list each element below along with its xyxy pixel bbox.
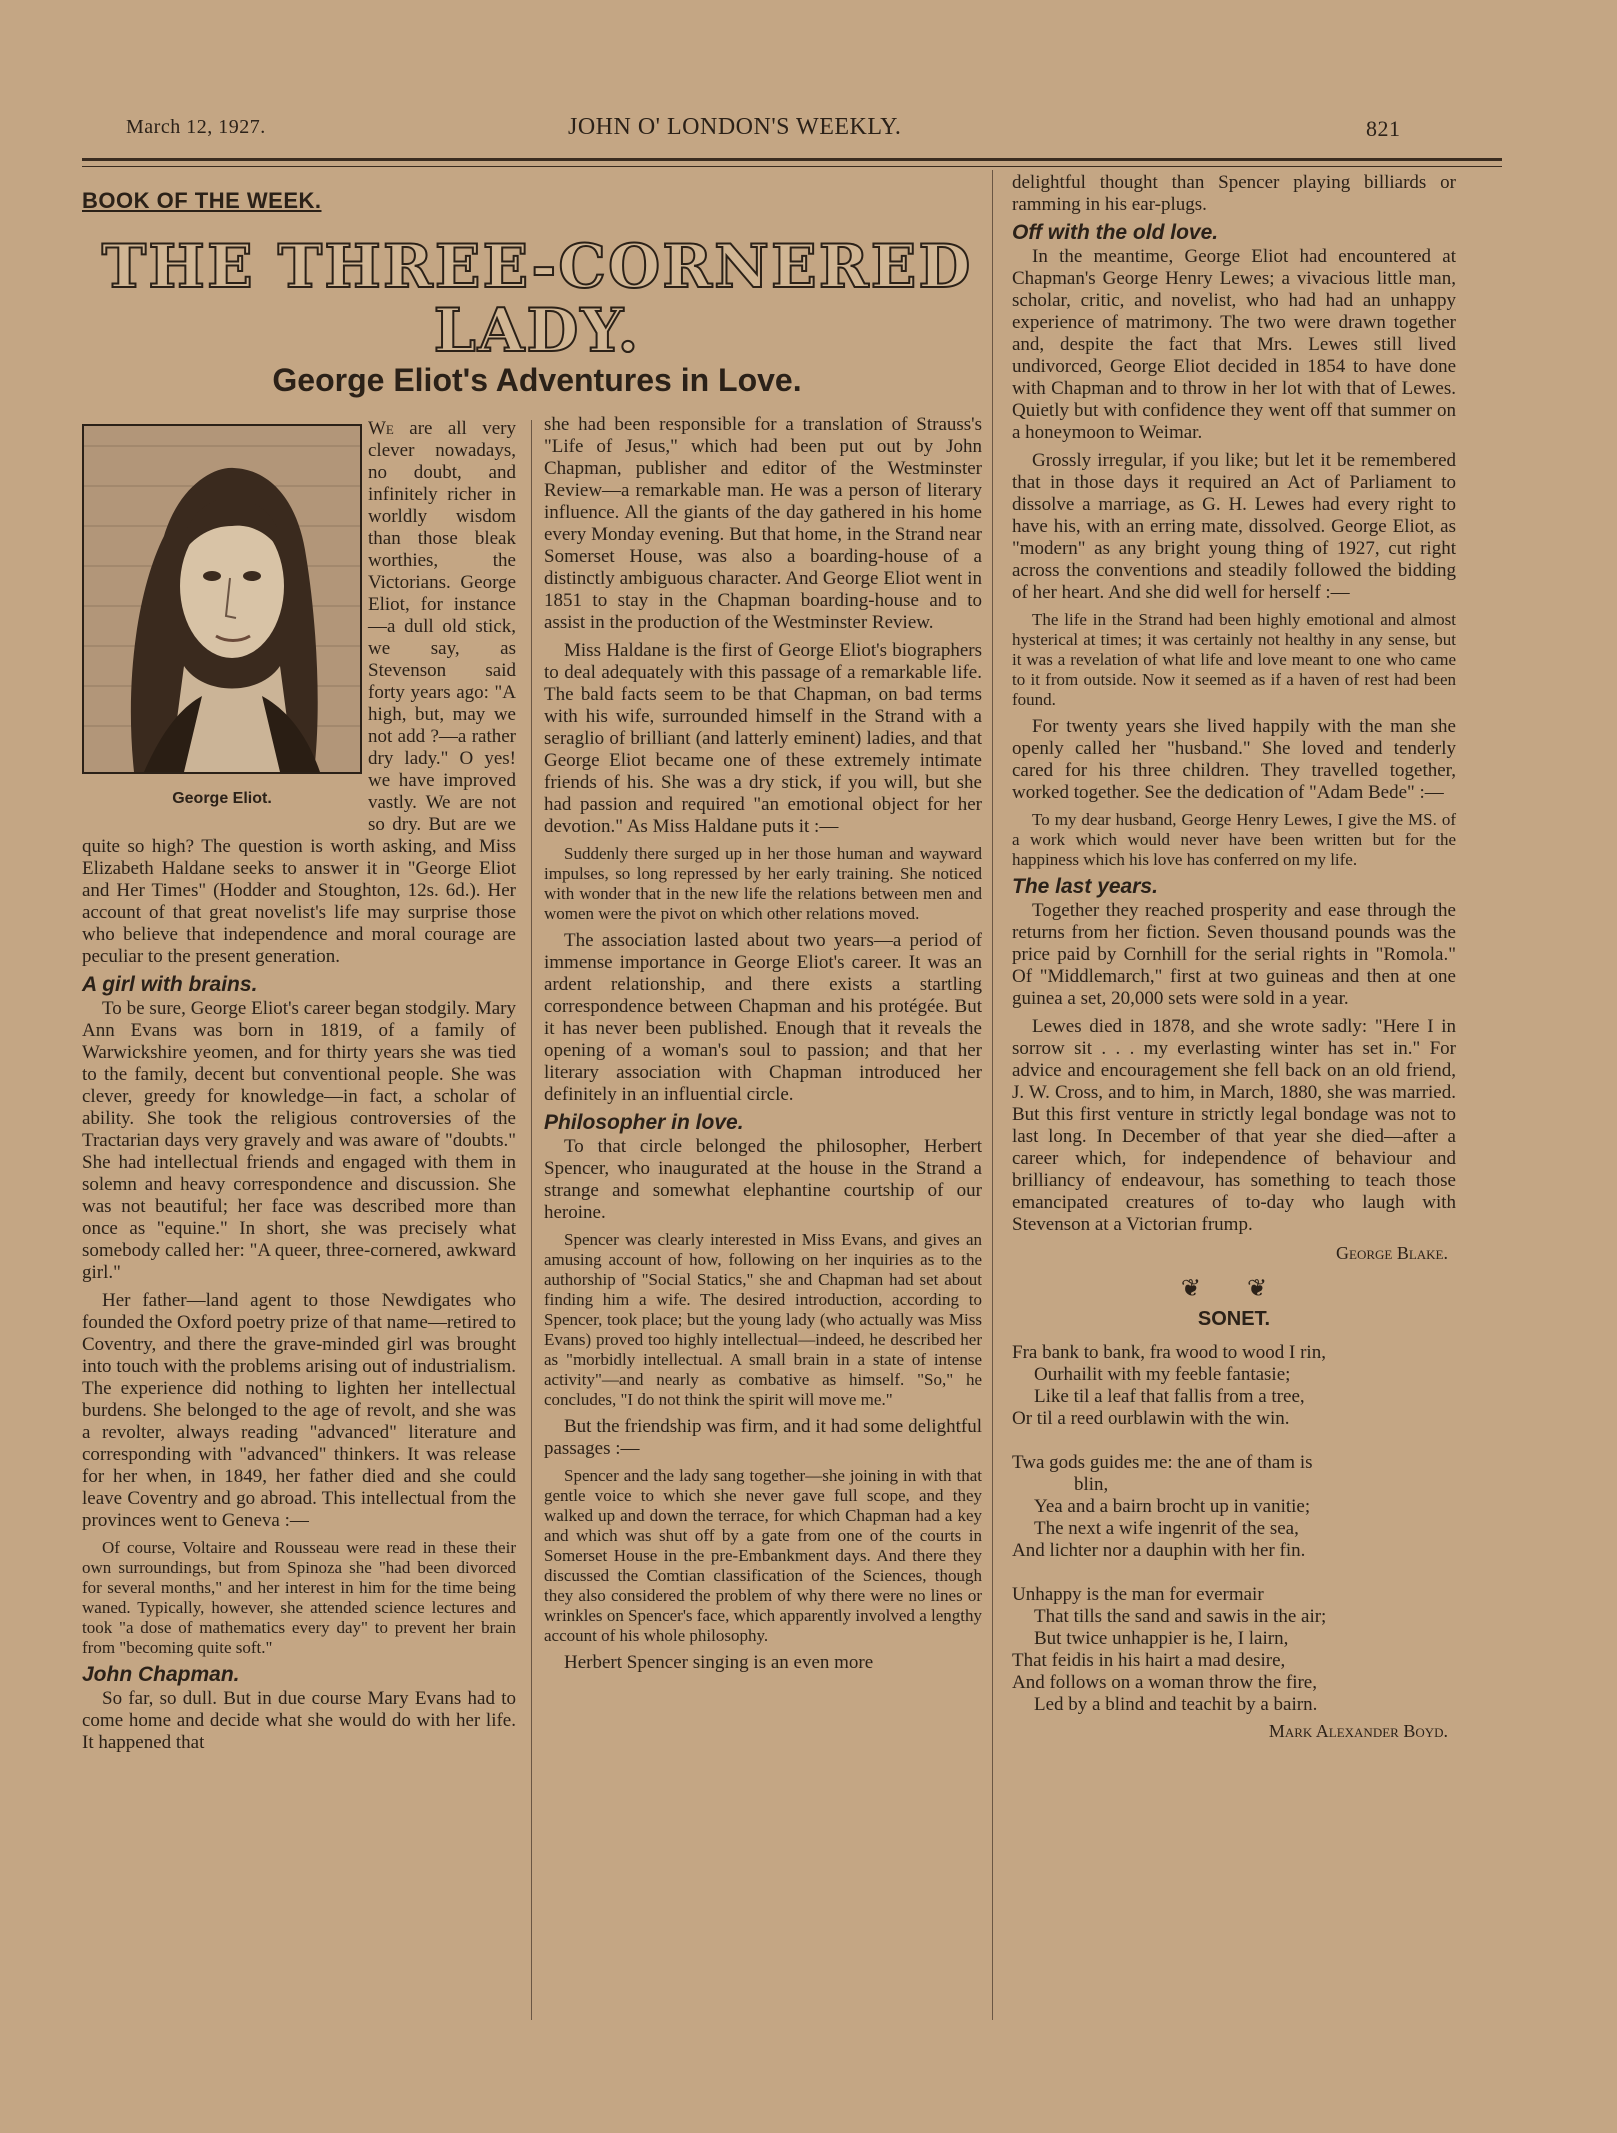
- poem-line: But twice unhappier is he, I lairn,: [1034, 1628, 1289, 1649]
- subheading-john-chapman: John Chapman.: [82, 1663, 240, 1686]
- subheading-off-with-the-old-love: Off with the old love.: [1012, 221, 1219, 244]
- column-divider: [531, 420, 532, 2020]
- quote: Spencer and the lady sang together—she joining in with that gentle voice to which she never gave full scope, and they walked up and down the terrace, for which Chapman had a key and which was shut off by a gate from one of the courts in Somerset House in the pre-Embankment days. And there they discussed the Comtian classification of the Sciences, though they also considered the problem of why there were no lines or wrinkles on Spencer's face, which apparently involved a lengthy account of his whole philosophy.: [544, 1466, 982, 1645]
- sonnet-stanza-3: [1012, 1584, 1456, 1716]
- sonnet-title: SONET.: [1197, 1308, 1271, 1330]
- poem-line: That feidis in his hairt a mad desire,: [1012, 1650, 1286, 1671]
- subheading-the-last-years: The last years.: [1012, 875, 1158, 898]
- masthead: JOHN O' LONDON'S WEEKLY.: [568, 114, 902, 140]
- headline-line-1: THE THREE-CORNERED: [101, 232, 973, 302]
- fleuron-ornament: ❦ ❦: [1180, 1276, 1288, 1302]
- poem-line: blin,: [1074, 1474, 1109, 1495]
- poem-line: Led by a blind and teachit by a bairn.: [1034, 1694, 1318, 1715]
- paragraph: she had been responsible for a translation of Strauss's "Life of Jesus," which had been put out by John Chapman, publisher and editor of the Westminster Review—a remarkable man. He was a person of literary influence. All the giants of the day gathered in his home every Monday evening. But that home, in the Strand near Somerset House, was also a boarding-house of a distinctly ambiguous character. And George Eliot went in 1851 to stay in the Chapman boarding-house and to assist in the production of the Westminster Review.: [544, 414, 982, 633]
- quote: Of course, Voltaire and Rousseau were read in these their own surroundings, but from Spinoza she "had been divorced for several months," and her interest in him for the time being waned. Typically, however, she attended science lectures and took "a dose of mathematics every day" to prevent her brain from "becoming quite soft.": [82, 1538, 516, 1657]
- header-rule: [82, 158, 1502, 161]
- quote: Suddenly there surged up in her those human and wayward impulses, so long repressed by her early training. She noticed with wonder that in the new life the relations between men and women were the pivot on which other relations moved.: [544, 844, 982, 923]
- subtitle: George Eliot's Adventures in Love.: [272, 362, 802, 398]
- section-label: BOOK OF THE WEEK.: [82, 188, 322, 213]
- poem-line: Yea and a bairn brocht up in vanitie;: [1034, 1496, 1311, 1517]
- article-column-1: [82, 418, 516, 1760]
- paragraph: Herbert Spencer singing is an even more: [564, 1652, 874, 1673]
- poem-line: Or til a reed ourblawin with the win.: [1012, 1408, 1290, 1429]
- poem-line: That tills the sand and sawis in the air;: [1034, 1606, 1327, 1627]
- article-column-3: [1012, 172, 1456, 1742]
- paragraph: So far, so dull. But in due course Mary Evans had to come home and decide what she would do with her life. It happened that: [82, 1688, 516, 1753]
- quote: The life in the Strand had been highly emotional and almost hysterical at times; it was certainly not healthy in any sense, but it was a revelation of what life and love meant to one who came to it from outside. Now it seemed as if a haven of rest had been found.: [1012, 610, 1456, 709]
- article-column-2: [544, 414, 982, 1680]
- paragraph: But the friendship was firm, and it had some delightful passages :—: [544, 1416, 982, 1459]
- quote: Spencer was clearly interested in Miss Evans, and gives an amusing account of how, following on her inquiries as to the authorship of "Social Statics," she and Chapman had set about finding him a wife. The desired introduction, according to Spencer, took place; but the young lady (who actually was Miss Evans) proved too highly intellectual—indeed, he described her as "morbidly intellectual. A small brain in a state of intense activity"—and nearly as combative as himself. "So," he concludes, "I do not think the spirit will move me.": [544, 1230, 982, 1409]
- sonnet-stanza-2: [1012, 1452, 1456, 1562]
- paragraph: In the meantime, George Eliot had encountered at Chapman's George Henry Lewes; a vivacious little man, scholar, critic, and novelist, who had had an unhappy experience of matrimony. The two were drawn together and, despite the fact that Mrs. Lewes still lived undivorced, George Eliot decided in 1854 to have done with Chapman and to throw in her lot with that of Lewes. Quietly but with confidence they went off that summer on a honeymoon to Weimar.: [1012, 246, 1456, 443]
- poem-line: Ourhailit with my feeble fantasie;: [1034, 1364, 1291, 1385]
- paragraph: Her father—land agent to those Newdigates who founded the Oxford poetry prize of that name—retired to Coventry, and there the grave-minded girl was brought into touch with the problems arising out of industrialism. The experience did nothing to lighten her intellectual burdens. She belonged to the age of revolt, and she was a revolter, always reading "advanced" literature and corresponding with "advanced" thinkers. It was release for her when, in 1849, her father died and she could leave Coventry and go abroad. This intellectual from the provinces went to Geneva :—: [82, 1290, 516, 1531]
- paragraph: To be sure, George Eliot's career began stodgily. Mary Ann Evans was born in 1819, of a family of Warwickshire yeomen, and for thirty years she was tied to the family, decent but conventional people. She was clever, greedy for knowledge—in fact, a scholar of ability. She took the religious controversies of the Tractarian days very gravely and was aware of "doubts." She had intellectual friends and engaged with them in solemn and heavy correspondence and discussion. She was not beautiful; her face was described more than once as "equine." In short, she was precisely what somebody called her: "A queer, three-cornered, awkward girl.": [82, 998, 516, 1283]
- portrait-caption: George Eliot.: [172, 790, 272, 807]
- paragraph: delightful thought than Spencer playing billiards or ramming in his ear-plugs.: [1012, 172, 1456, 215]
- poem-line: The next a wife ingenrit of the sea,: [1034, 1518, 1299, 1539]
- paragraph: The association lasted about two years—a period of immense importance in George Eliot's career. It was an ardent relationship, and there exists a startling correspondence between Chapman and his protégée. But it has never been published. Enough that it reveals the opening of a woman's soul to passion; and that her literary association with Chapman introduced her definitely in an influential circle.: [544, 930, 982, 1105]
- poem-line: And follows on a woman throw the fire,: [1012, 1672, 1317, 1693]
- paragraph: To that circle belonged the philosopher, Herbert Spencer, who inaugurated at the house in the Strand a strange and somewhat elephantine courtship of our heroine.: [544, 1136, 982, 1223]
- poet-signature: Mark Alexander Boyd.: [1268, 1721, 1448, 1741]
- quote: To my dear husband, George Henry Lewes, I give the MS. of a work which would never have been written but for the happiness which his love has conferred on my life.: [1012, 810, 1456, 869]
- sonnet-stanza-1: [1012, 1342, 1456, 1430]
- column-divider: [992, 170, 993, 2020]
- intro-paragraph: We are all very clever nowadays, no doubt, and infinitely richer in worldly wisdom than those bleak worthies, the Victorians. George Eliot, for instance—a dull old stick, we say, as Stevenson said forty years ago: "A high, but, may we not add ?—a rather dry lady." O yes! we have improved vastly. We are not so dry. But are we quite so high? The question is worth asking, and Miss Elizabeth Haldane seeks to answer it in "George Eliot and Her Times" (Hodder and Stoughton, 12s. 6d.). Her account of that great novelist's life may surprise those who believe that independence and moral courage are peculiar to the present generation.: [82, 418, 516, 967]
- paragraph: Lewes died in 1878, and she wrote sadly: "Here I in sorrow sit . . . my everlasting winter has set in." For advice and encouragement she fell back on an old friend, J. W. Cross, and to him, in March, 1880, she was married. But this first venture in strictly legal bondage was not to last long. In December of that year she died—after a career which, for independence of behaviour and brilliancy of endeavour, has something to teach those emancipated creatures of to-day who laugh with Stevenson at a Victorian frump.: [1012, 1016, 1456, 1235]
- poem-line: And lichter nor a dauphin with her fin.: [1012, 1540, 1306, 1561]
- headline-line-2: LADY.: [433, 296, 641, 366]
- header-rule-thin: [82, 166, 1502, 167]
- subheading-girl-with-brains: A girl with brains.: [82, 973, 258, 996]
- paragraph: Together they reached prosperity and ease through the returns from her fiction. Seven thousand pounds was the price paid by Cornhill for the serial rights in "Romola." Of "Middlemarch," first at two guineas and then at one guinea a set, 20,000 sets were sold in a year.: [1012, 900, 1456, 1009]
- paragraph: Miss Haldane is the first of George Eliot's biographers to deal adequately with this passage of a remarkable life. The bald facts seem to be that Chapman, on bad terms with his wife, surrounded himself in the Strand with a seraglio of brilliant (and latterly eminent) ladies, and that George Eliot became one of these extremely intimate friends of his. She was a dry stick, if you will, but she had passion and required "an emotional object for her devotion." As Miss Haldane puts it :—: [544, 640, 982, 837]
- subheading-philosopher-in-love: Philosopher in love.: [544, 1111, 744, 1134]
- author-signature: George Blake.: [1336, 1243, 1448, 1263]
- page-number: 821: [1366, 116, 1401, 141]
- poem-line: Unhappy is the man for evermair: [1012, 1584, 1264, 1605]
- issue-date: March 12, 1927.: [126, 116, 266, 138]
- paragraph: Grossly irregular, if you like; but let it be remembered that in those days it required an Act of Parliament to dissolve a marriage, as G. H. Lewes had every right to have his, with an erring mate, dissolved. George Eliot, as "modern" as any bright young thing of 1927, cut right across the conventions and steadily followed the bidding of her heart. And she did well for herself :—: [1012, 450, 1456, 603]
- drop-word: We: [368, 418, 394, 439]
- poem-line: Like til a leaf that fallis from a tree,: [1034, 1386, 1305, 1407]
- poem-line: Fra bank to bank, fra wood to wood I rin,: [1012, 1342, 1326, 1363]
- paragraph: For twenty years she lived happily with the man she openly called her "husband." She loved and tenderly cared for his three children. They travelled together, worked together. See the dedication of "Adam Bede" :—: [1012, 716, 1456, 803]
- poem-line: Twa gods guides me: the ane of tham is: [1012, 1452, 1313, 1473]
